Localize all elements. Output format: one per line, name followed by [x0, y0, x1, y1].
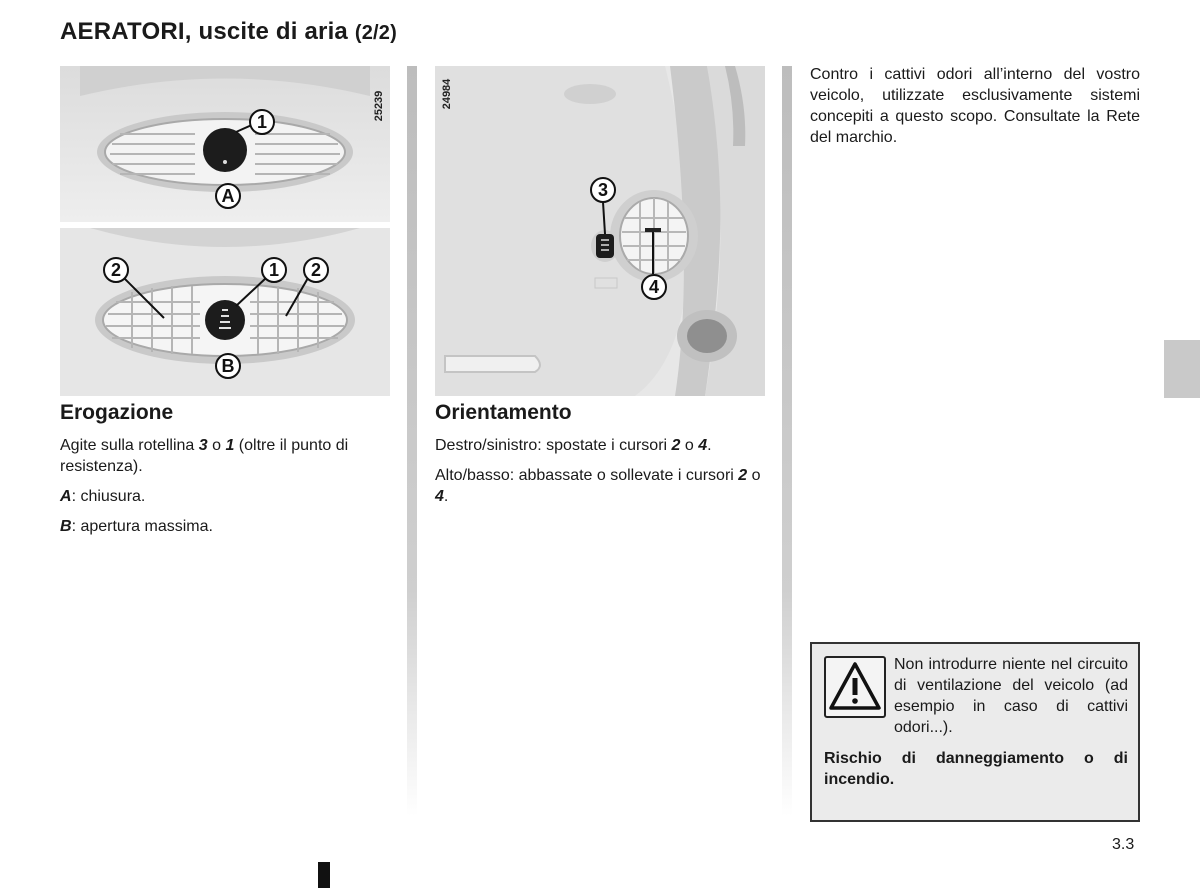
- page-title: [60, 18, 397, 46]
- reference-number: 2: [671, 437, 681, 454]
- callout-b-label: B: [221, 356, 235, 376]
- text-run: .: [443, 488, 449, 505]
- paragraph: [60, 435, 390, 477]
- crop-mark: [318, 862, 330, 888]
- callout-1-top-label: 1: [256, 112, 268, 132]
- reference-letter: B: [60, 518, 72, 535]
- text-run: Agite sulla rotellina: [60, 437, 199, 454]
- figure-air-vent-rear: [60, 66, 390, 396]
- section-heading-erogazione: Erogazione: [60, 401, 174, 424]
- callout-2-right-label: 2: [310, 260, 322, 280]
- text-run: : apertura massima.: [71, 518, 213, 535]
- reference-letter: A: [60, 488, 72, 505]
- paragraph: [435, 435, 775, 456]
- warning-text: Non introdurre niente nel circuito di ventilazione del veicolo (ad esempio in caso di cattivi odori...).: [894, 656, 1128, 736]
- callout-2-left-label: 2: [110, 260, 122, 280]
- warning-box: [810, 642, 1140, 822]
- text-run: Alto/basso: abbassate o sollevate i cursori: [435, 467, 739, 484]
- callout-1-bottom-label: 1: [268, 260, 280, 280]
- reference-number: 4: [698, 437, 708, 454]
- figure-code: 25239: [373, 90, 385, 122]
- reference-number: 2: [738, 467, 748, 484]
- text-run: o: [207, 437, 226, 454]
- paragraph: [60, 516, 390, 537]
- page-title-suffix: (2/2): [354, 22, 397, 44]
- text-run: Destro/sinistro: spostate i cursori: [435, 437, 672, 454]
- paragraph: [435, 465, 765, 507]
- reference-number: 1: [225, 437, 235, 454]
- page-title-text: AERATORI, uscite di aria: [60, 18, 348, 45]
- text-run: (oltre il punto di resistenza).: [60, 437, 349, 475]
- reference-number: 3: [198, 437, 208, 454]
- figure-air-vent-side: [435, 66, 765, 396]
- page-number: 3.3: [1112, 836, 1135, 853]
- odor-advice-paragraph: Contro i cattivi odori all’interno del vostro veicolo, utilizzate esclusivamente sistemi concepiti a questo scopo. Consultate la Rete del marchio.: [810, 66, 1140, 146]
- section-thumb-tab: [1164, 340, 1200, 398]
- text-run: o: [747, 467, 761, 484]
- warning-risk-text: Rischio di danneggiamento o di incendio.: [824, 750, 1128, 788]
- callout-3-label: 3: [597, 180, 609, 200]
- section-heading-orientamento: Orientamento: [435, 401, 572, 424]
- column-divider: [782, 66, 792, 816]
- figure-code: 24984: [441, 78, 453, 110]
- text-run: : chiusura.: [71, 488, 146, 505]
- paragraph: [60, 486, 390, 507]
- text-run: .: [707, 437, 712, 454]
- reference-number: 4: [435, 488, 444, 505]
- callout-a-label: A: [221, 186, 235, 206]
- callout-4-label: 4: [648, 277, 660, 297]
- column-divider: [407, 66, 417, 816]
- warning-triangle-icon: [824, 656, 886, 718]
- text-run: o: [680, 437, 699, 454]
